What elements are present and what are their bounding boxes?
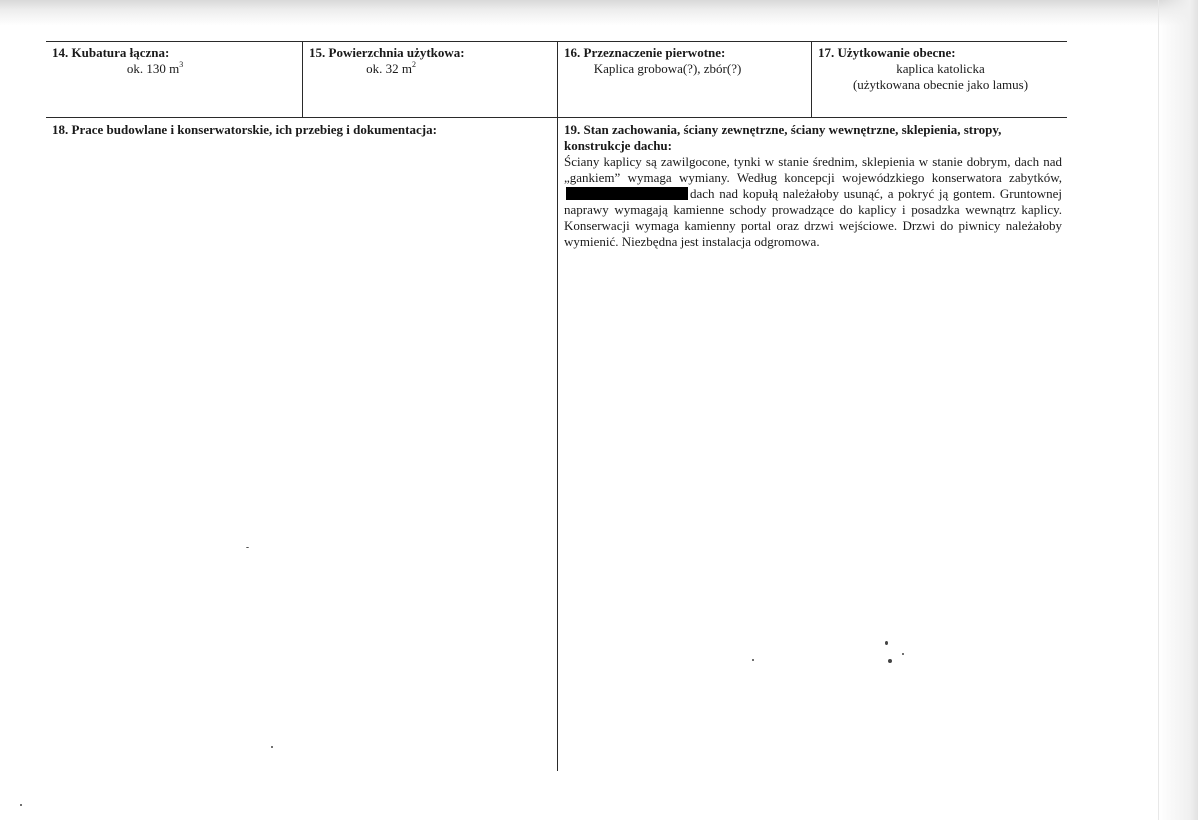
scan-speck: [888, 659, 892, 663]
uzytkowanie-value-line2: (użytkowana obecnie jako lamus): [852, 77, 1029, 92]
scan-speck: [246, 547, 249, 548]
scan-shadow-top: [0, 0, 1198, 26]
column-rule-2: [557, 41, 558, 771]
cell-kubatura: [52, 45, 298, 77]
prace-budowlane-label: 18. Prace budowlane i konserwatorskie, ich przebieg i dokumentacja:: [52, 122, 437, 137]
scan-speck: [752, 659, 754, 661]
powierzchnia-value-exponent: 2: [411, 59, 416, 69]
cell-stan-zachowania: [564, 122, 1062, 250]
stan-zachowania-text-part2: dach nad kopułą należałoby usunąć, a pokryć ją gontem. Gruntownej naprawy wymagają kamienne schody prowadzące do kaplicy i posadzka wewnątrz kaplicy. Konserwacji wymaga kamienny portal oraz drzwi wejściowe. Drzwi do piwnicy należałoby wymienić. Niezbędna jest instalacja odgromowa.: [564, 186, 1062, 249]
stan-zachowania-text-part1: Ściany kaplicy są zawilgocone, tynki w stanie średnim, sklepienia w stanie dobrym, dach nad „gankiem” wymaga wymiany. Według koncepcji wojewódzkiego konserwatora zabytków,: [564, 154, 1062, 185]
scan-speck: [20, 804, 22, 806]
kubatura-value-exponent: 3: [179, 59, 184, 69]
scan-shadow-right: [1158, 0, 1198, 820]
stan-zachowania-label-line2: konstrukcje dachu:: [564, 138, 672, 153]
cell-uzytkowanie: [818, 45, 1063, 93]
kubatura-label: 14. Kubatura łączna:: [52, 45, 170, 60]
przeznaczenie-label: 16. Przeznaczenie pierwotne:: [564, 45, 726, 60]
scan-speck: [271, 746, 273, 748]
stan-zachowania-label-line1: 19. Stan zachowania, ściany zewnętrzne, ściany wewnętrzne, sklepienia, stropy,: [564, 122, 1002, 137]
redaction-block: [566, 187, 688, 200]
scan-speck: [902, 653, 904, 655]
column-rule-3: [811, 41, 812, 118]
uzytkowanie-label: 17. Użytkowanie obecne:: [818, 45, 956, 60]
stan-zachowania-text: [564, 154, 1062, 250]
column-rule-1: [302, 41, 303, 118]
scan-speck: [885, 641, 888, 645]
powierzchnia-value-text: ok. 32 m: [366, 61, 412, 76]
przeznaczenie-value: Kaplica grobowa(?), zbór(?): [593, 61, 742, 76]
cell-prace-budowlane: [52, 122, 552, 138]
powierzchnia-label: 15. Powierzchnia użytkowa:: [309, 45, 465, 60]
powierzchnia-value: [309, 61, 553, 77]
scan-edge-line: [1158, 0, 1159, 820]
cell-powierzchnia: [309, 45, 553, 77]
uzytkowanie-value-line1: kaplica katolicka: [896, 61, 985, 76]
kubatura-value: [52, 61, 298, 77]
cell-przeznaczenie: [564, 45, 807, 77]
kubatura-value-text: ok. 130 m: [126, 61, 180, 76]
